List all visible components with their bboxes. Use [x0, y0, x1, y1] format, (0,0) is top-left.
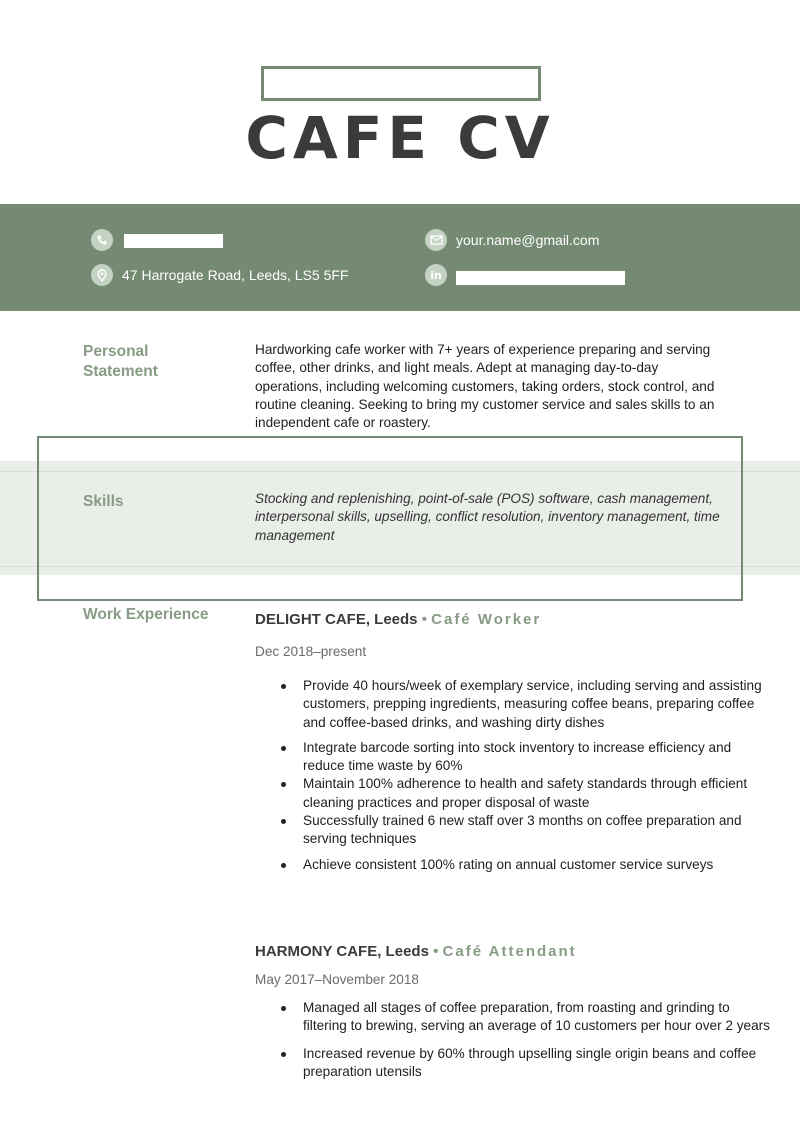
phone-icon: [91, 229, 113, 251]
job-company: DELIGHT CAFE, Leeds: [255, 611, 418, 628]
skills-label: Skills: [83, 493, 124, 510]
job-heading: [255, 610, 541, 630]
job-role: Café Attendant: [442, 943, 577, 960]
contact-band: [0, 204, 800, 311]
job-bullets: [255, 677, 773, 874]
skills-highlight-frame: [37, 436, 743, 601]
linkedin-icon: in: [425, 264, 447, 286]
work-experience-label: Work Experience: [83, 606, 209, 623]
job-dates: Dec 2018–present: [255, 644, 367, 659]
job-company: HARMONY CAFE, Leeds: [255, 943, 429, 960]
list-item: Increased revenue by 60% through upselling single origin beans and coffee preparation utensils: [303, 1045, 773, 1082]
skills-text: Stocking and replenishing, point-of-sale (POS) software, cash management, interpersonal skills, upselling, conflict resolution, inventory management, time management: [255, 491, 720, 543]
name-placeholder-box: [261, 66, 541, 101]
list-item: Successfully trained 6 new staff over 3 months on coffee preparation and serving techniques: [303, 812, 773, 849]
linkedin-redacted: [456, 271, 625, 285]
phone-redacted: [124, 234, 223, 248]
page-title: CAFE CV: [245, 104, 555, 172]
address-text: 47 Harrogate Road, Leeds, LS5 5FF: [122, 267, 349, 283]
personal-statement-label: Personal Statement: [83, 343, 158, 380]
job-heading: [255, 942, 577, 962]
personal-statement-text: Hardworking cafe worker with 7+ years of experience preparing and serving coffee, other drinks, and light meals. Adept at managing day-to-day operations, including welcoming customers, taking orders, stock control, and routine cleaning. Seeking to bring my customer service and sales skills to an independent cafe or roastery.: [255, 342, 715, 431]
job-role: Café Worker: [431, 611, 542, 628]
list-item: Achieve consistent 100% rating on annual customer service surveys: [303, 856, 773, 874]
list-item: Managed all stages of coffee preparation, from roasting and grinding to filtering to brewing, serving an average of 10 customers per hour over 2 years: [303, 999, 773, 1036]
email-icon: [425, 229, 447, 251]
list-item: Provide 40 hours/week of exemplary service, including serving and assisting customers, prepping ingredients, measuring coffee beans, preparing coffee and coffee-based drinks, and washing dirty dishes: [303, 677, 773, 732]
location-icon: [91, 264, 113, 286]
list-item: Maintain 100% adherence to health and safety standards through efficient cleaning practices and proper disposal of waste: [303, 775, 773, 812]
job-separator: •: [421, 611, 427, 628]
email-text[interactable]: your.name@gmail.com: [456, 232, 600, 248]
job-dates: May 2017–November 2018: [255, 972, 419, 987]
job-separator: •: [433, 943, 439, 960]
job-bullets: [255, 999, 773, 1081]
list-item: Integrate barcode sorting into stock inventory to increase efficiency and reduce time waste by 60%: [303, 739, 773, 776]
